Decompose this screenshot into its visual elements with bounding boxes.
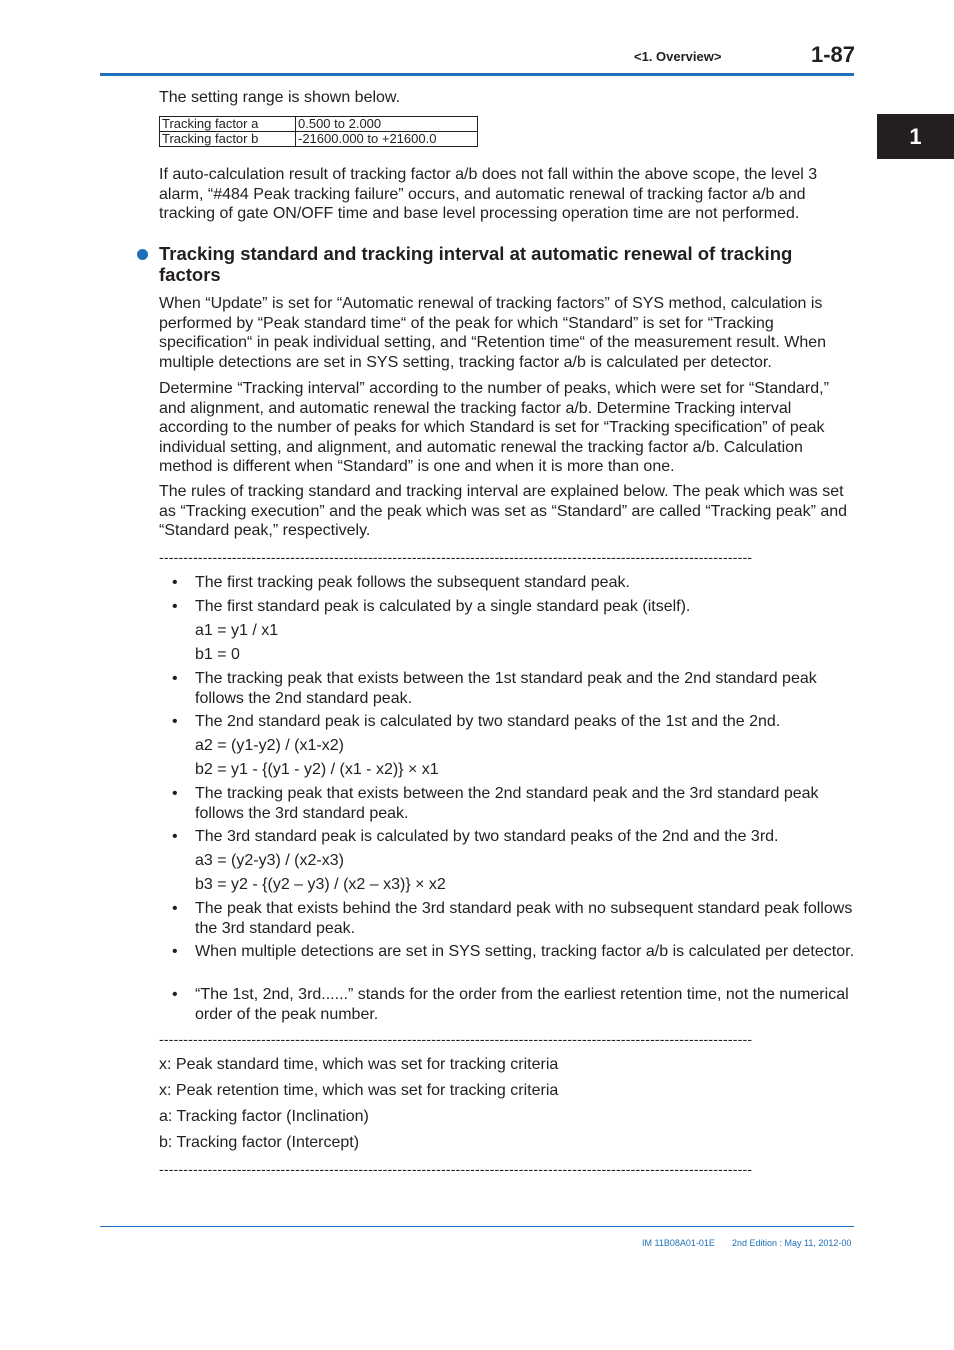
header-rule xyxy=(100,73,854,76)
list-bullet: • xyxy=(172,986,178,1003)
list-item: The peak that exists behind the 3rd standard peak with no subsequent standard peak follows the 3rd standard peak. xyxy=(195,900,853,937)
legend-item: x: Peak retention time, which was set for tracking criteria xyxy=(159,1082,559,1099)
page-number: 1-87 xyxy=(811,42,856,67)
list-bullet: • xyxy=(172,713,178,730)
formula: a3 = (y2-y3) / (x2-x3) xyxy=(195,852,344,869)
list-item: “The 1st, 2nd, 3rd......” stands for the order from the earliest retention time, not the numerical order of the peak number. xyxy=(195,986,849,1023)
table-cell: 0.500 to 2.000 xyxy=(296,117,478,132)
chapter-tab-label: 1 xyxy=(909,123,922,149)
formula: b1 = 0 xyxy=(195,646,240,663)
list-item: The tracking peak that exists between the 1st standard peak and the 2nd standard peak follows the 2nd standard peak. xyxy=(195,670,817,707)
list-bullet: • xyxy=(172,828,178,845)
chapter-tab xyxy=(877,114,954,159)
separator: -------------------------------------------------------------------------------------------------------------------------- xyxy=(159,1032,753,1046)
list-bullet: • xyxy=(172,943,178,960)
section-paragraph: When “Update” is set for “Automatic renewal of tracking factors” of SYS method, calculation is performed by “Peak standard time“ of the peak for which “Standard” is set for “Tracking specification“ in peak individual setting, and “Retention time“ of the measurement result. When multiple detections are set in SYS setting, tracking factor a/b is calculated per detector. xyxy=(159,295,827,371)
formula: a2 = (y1-y2) / (x1-x2) xyxy=(195,737,344,754)
formula: b2 = y1 - {(y1 - y2) / (x1 - x2)} × x1 xyxy=(195,761,439,778)
list-item: The first standard peak is calculated by a single standard peak (itself). xyxy=(195,598,691,615)
formula: b3 = y2 - {(y2 – y3) / (x2 – x3)} × x2 xyxy=(195,876,446,893)
list-item: The first tracking peak follows the subsequent standard peak. xyxy=(195,574,630,591)
table-cell: Tracking factor b xyxy=(160,132,296,147)
table-cell: Tracking factor a xyxy=(160,117,296,132)
legend-item: b: Tracking factor (Intercept) xyxy=(159,1134,360,1151)
list-bullet: • xyxy=(172,900,178,917)
separator: -------------------------------------------------------------------------------------------------------------------------- xyxy=(159,1162,753,1176)
intro-text: The setting range is shown below. xyxy=(159,89,401,106)
list-item: The 3rd standard peak is calculated by two standard peaks of the 2nd and the 3rd. xyxy=(195,828,779,845)
document-id: IM 11B08A01-01E xyxy=(642,1238,715,1248)
table-cell: -21600.000 to +21600.0 xyxy=(296,132,478,147)
range-table xyxy=(159,116,478,147)
legend-item: a: Tracking factor (Inclination) xyxy=(159,1108,369,1125)
section-label: <1. Overview> xyxy=(634,49,722,64)
list-bullet: • xyxy=(172,574,178,591)
section-heading: Tracking standard and tracking interval at automatic renewal of tracking factors xyxy=(159,243,793,285)
list-item: When multiple detections are set in SYS setting, tracking factor a/b is calculated per detector. xyxy=(195,943,855,960)
heading-bullet-icon xyxy=(137,249,148,260)
list-item: The 2nd standard peak is calculated by two standard peaks of the 1st and the 2nd. xyxy=(195,713,781,730)
footer-rule xyxy=(100,1226,854,1227)
list-bullet: • xyxy=(172,598,178,615)
list-bullet: • xyxy=(172,785,178,802)
separator: -------------------------------------------------------------------------------------------------------------------------- xyxy=(159,550,753,564)
section-paragraph: Determine “Tracking interval” according to the number of peaks, which were set for “Standard,” and alignment, and automatic renewal the tracking factor a/b. Determine Tracking interval according to the number of peaks for which Standard is set for “Tracking specification” of peak individual setting, and alignment, and automatic renewal the tracking factor a/b. Calculation method is different when “Standard” is one and when it is more than one. xyxy=(159,380,829,476)
list-bullet: • xyxy=(172,670,178,687)
legend-item: x: Peak standard time, which was set for tracking criteria xyxy=(159,1056,559,1073)
table-row xyxy=(160,117,478,132)
section-paragraph: The rules of tracking standard and tracking interval are explained below. The peak which was set as “Tracking execution” and the peak which was set as “Standard” are called “Tracking peak” and “Standard peak,” respectively. xyxy=(159,483,848,540)
list-item: The tracking peak that exists between the 2nd standard peak and the 3rd standard peak follows the 3rd standard peak. xyxy=(195,785,819,822)
table-row xyxy=(160,132,478,147)
after-table-paragraph: If auto-calculation result of tracking factor a/b does not fall within the above scope, the level 3 alarm, “#484 Peak tracking failure” occurs, and automatic renewal of tracking factor a/b and tracking of gate ON/OFF time and base level processing operation time are not performed. xyxy=(159,166,818,223)
edition-info: 2nd Edition : May 11, 2012-00 xyxy=(732,1238,852,1248)
formula: a1 = y1 / x1 xyxy=(195,622,279,639)
